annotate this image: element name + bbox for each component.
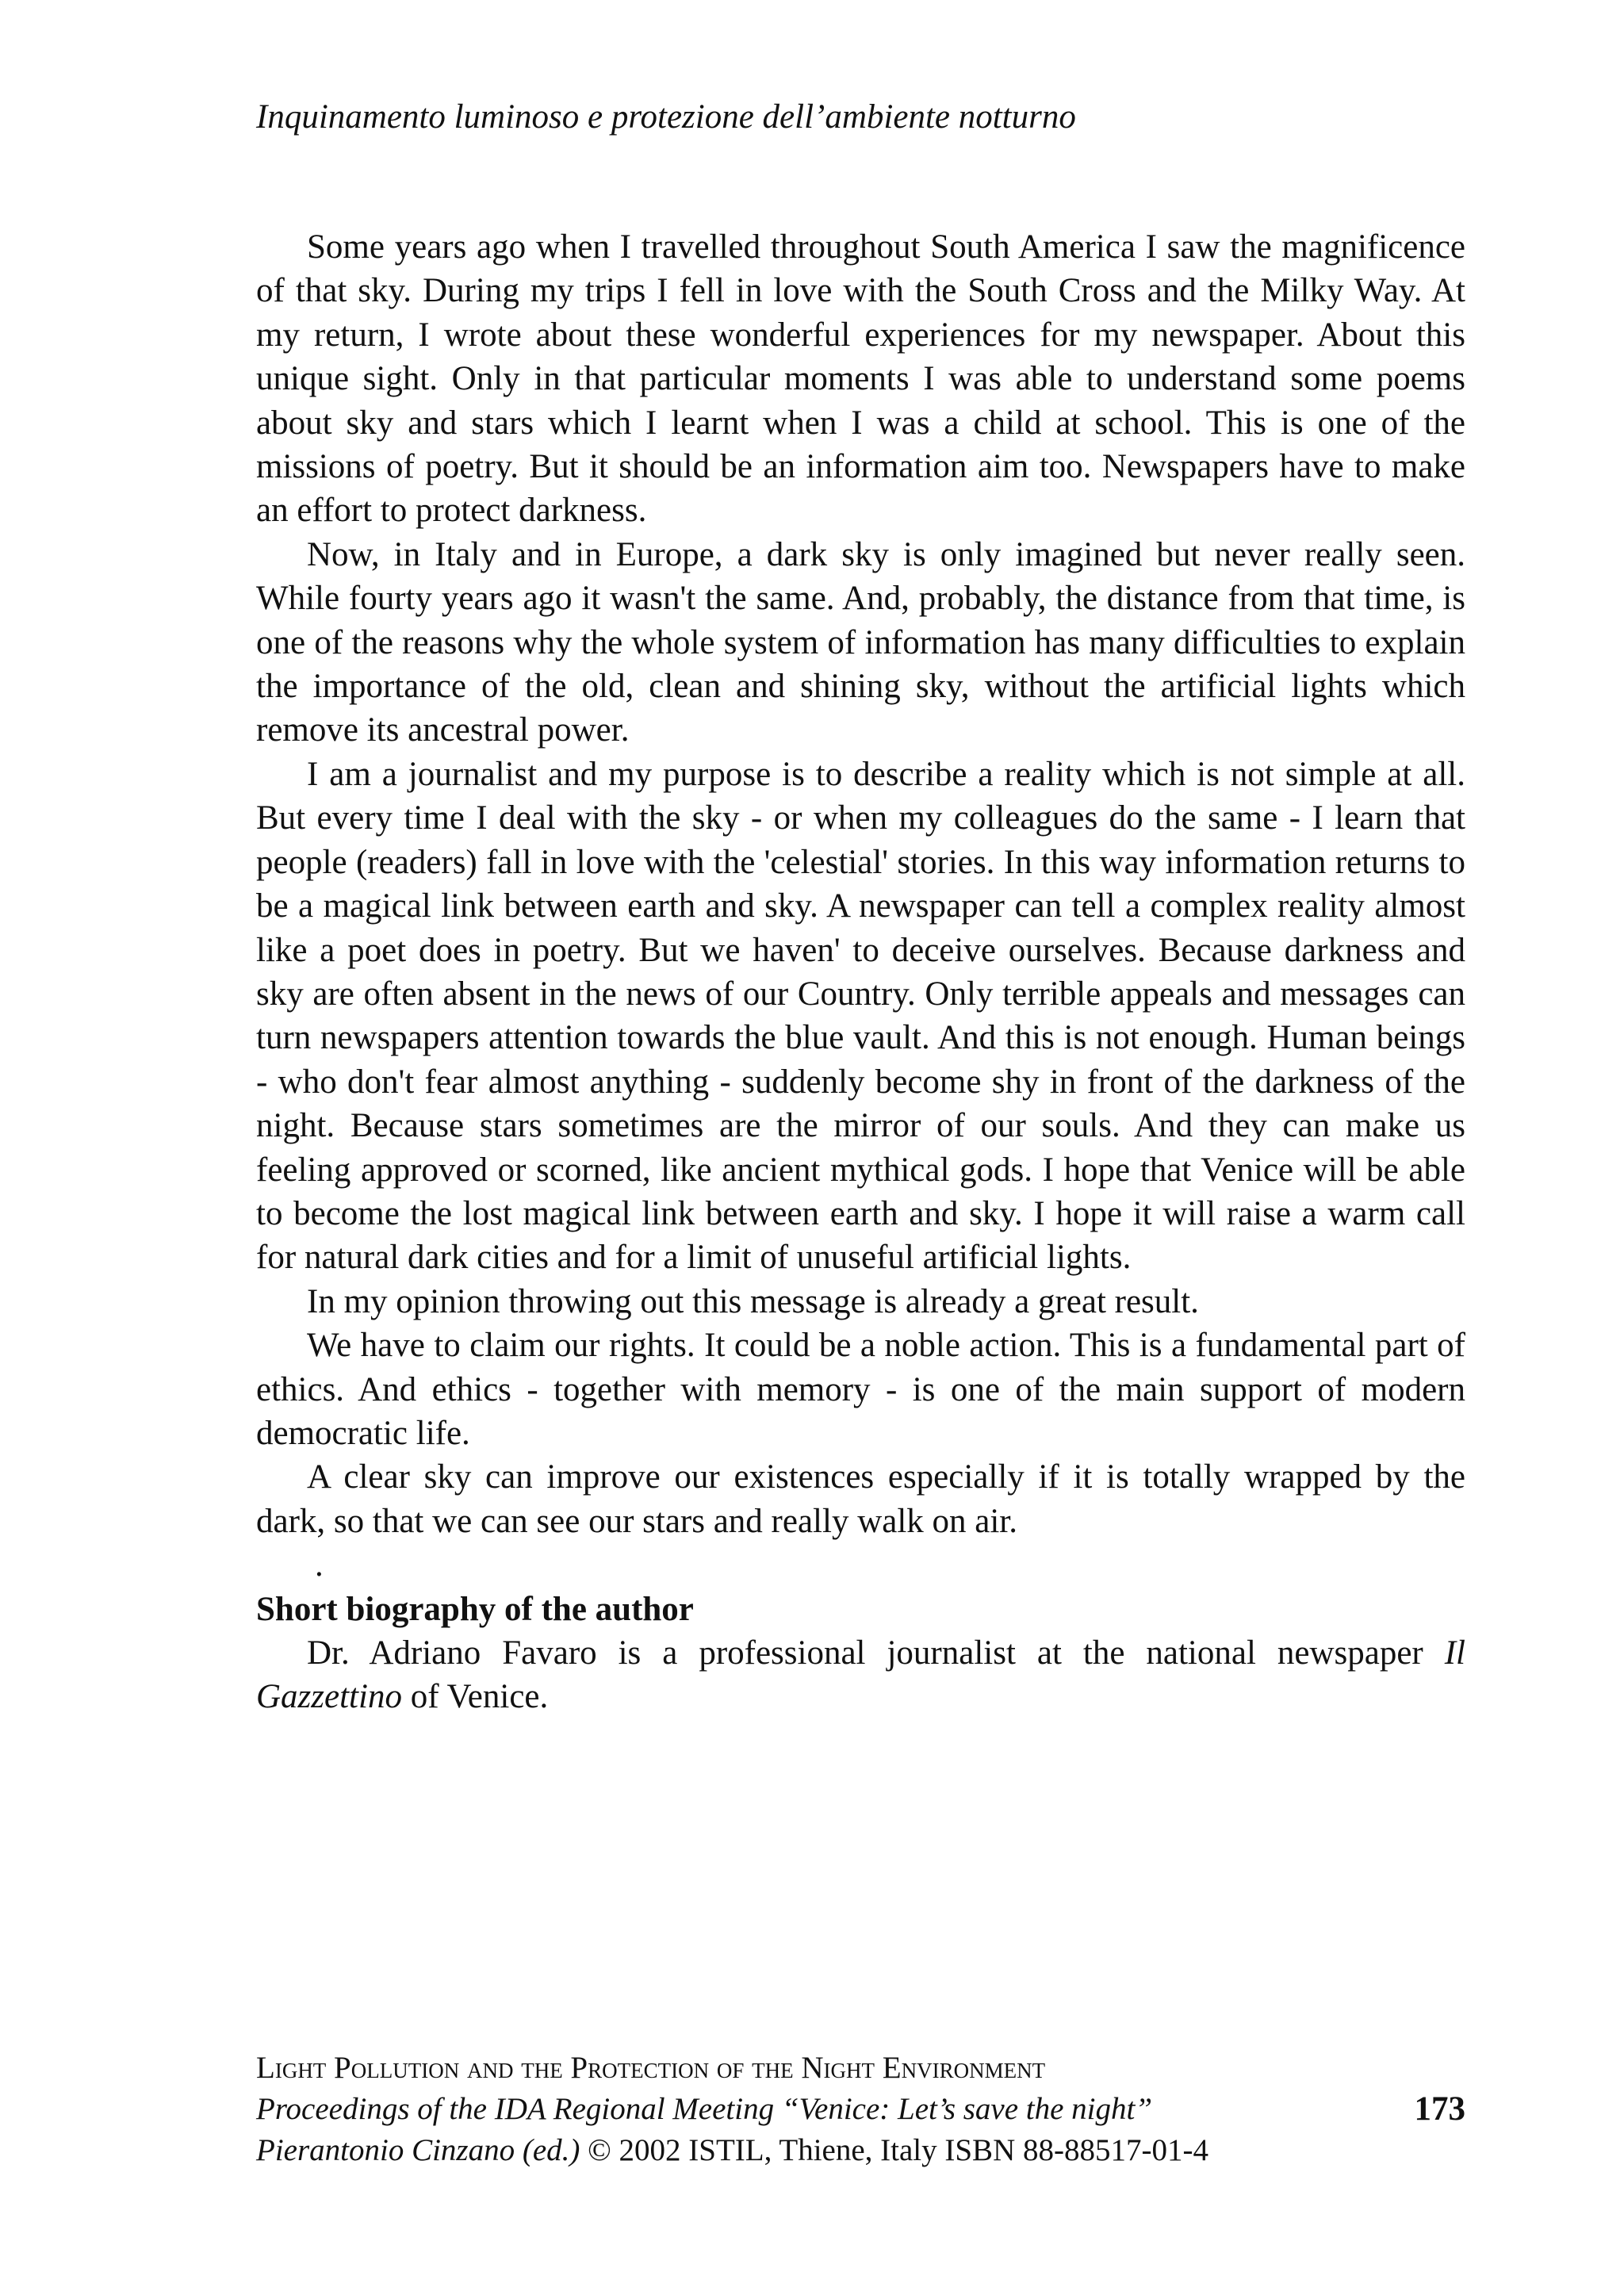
- biography-heading: Short biography of the author: [256, 1590, 694, 1628]
- paragraph: Now, in Italy and in Europe, a dark sky is only imagined but never really seen. While fourty years ago it wasn't the same. And, probably, the distance from that time, is one of the reasons why the whole system of information has many difficulties to explain the importance of the old, clean and shining sky, without the artificial lights which remove its ancestral power.: [256, 535, 1465, 749]
- biography-text-end: of Venice.: [401, 1678, 549, 1716]
- editor-credit: Pierantonio Cinzano (ed.): [256, 2133, 580, 2167]
- biography-text-start: Dr. Adriano Favaro is a professional journalist at the national newspaper: [307, 1634, 1445, 1672]
- proceedings-title: Proceedings of the IDA Regional Meeting “Venice: Let’s save the night”: [256, 2092, 1153, 2126]
- paragraph: A clear sky can improve our existences especially if it is totally wrapped by the dark, so that we can see our stars and really walk on air.: [256, 1458, 1465, 1540]
- publication-info: [256, 2130, 1465, 2171]
- article-body: [256, 225, 1465, 1719]
- paragraph: Some years ago when I travelled throughout South America I saw the magnificence of that sky. During my trips I fell in love with the South Cross and the Milky Way. At my return, I wrote about these wonderful experiences for my newspaper. About this unique sight. Only in that particular moments I was able to understand some poems about sky and stars which I learnt when I was a child at school. This is one of the missions of poetry. But it should be an information aim too. Newspapers have to make an effort to protect darkness.: [256, 228, 1465, 530]
- page-footer: [256, 2048, 1465, 2171]
- paragraph: I am a journalist and my purpose is to describe a reality which is not simple at all. But every time I deal with the sky - or when my colleagues do the same - I learn that people (readers) fall in love with the 'celestial' stories. In this way information returns to be a magical link between earth and sky. A newspaper can tell a complex reality almost like a poet does in poetry. But we haven' to deceive ourselves. Because darkness and sky are often absent in the news of our Country. Only terrible appeals and messages can turn newspapers attention towards the blue vault. And this is not enough. Human beings - who don't fear almost anything - suddenly become shy in front of the darkness of the night. Because stars sometimes are the mirror of our souls. And they can make us feeling approved or scorned, like ancient mythical gods. I hope that Venice will be able to become the lost magical link between earth and sky. I hope it will raise a warm call for natural dark cities and for a limit of unuseful artificial lights.: [256, 755, 1465, 1277]
- stray-mark: .: [315, 1546, 324, 1584]
- newspaper-name: Il Gazzettino: [256, 1634, 1465, 1716]
- copyright-isbn: © 2002 ISTIL, Thiene, Italy ISBN 88-88517-01-4: [580, 2133, 1208, 2167]
- paragraph: We have to claim our rights. It could be a noble action. This is a fundamental part of ethics. And ethics - together with memory - is one of the main support of modern democratic life.: [256, 1327, 1465, 1452]
- page-number: 173: [1414, 2090, 1465, 2128]
- paragraph: In my opinion throwing out this message is already a great result.: [307, 1282, 1199, 1320]
- running-head: Inquinamento luminoso e protezione dell’ambiente notturno: [256, 98, 1076, 136]
- series-title: Light Pollution and the Protection of the Night Environment: [256, 2051, 1046, 2085]
- biography-text: [256, 1631, 1465, 1719]
